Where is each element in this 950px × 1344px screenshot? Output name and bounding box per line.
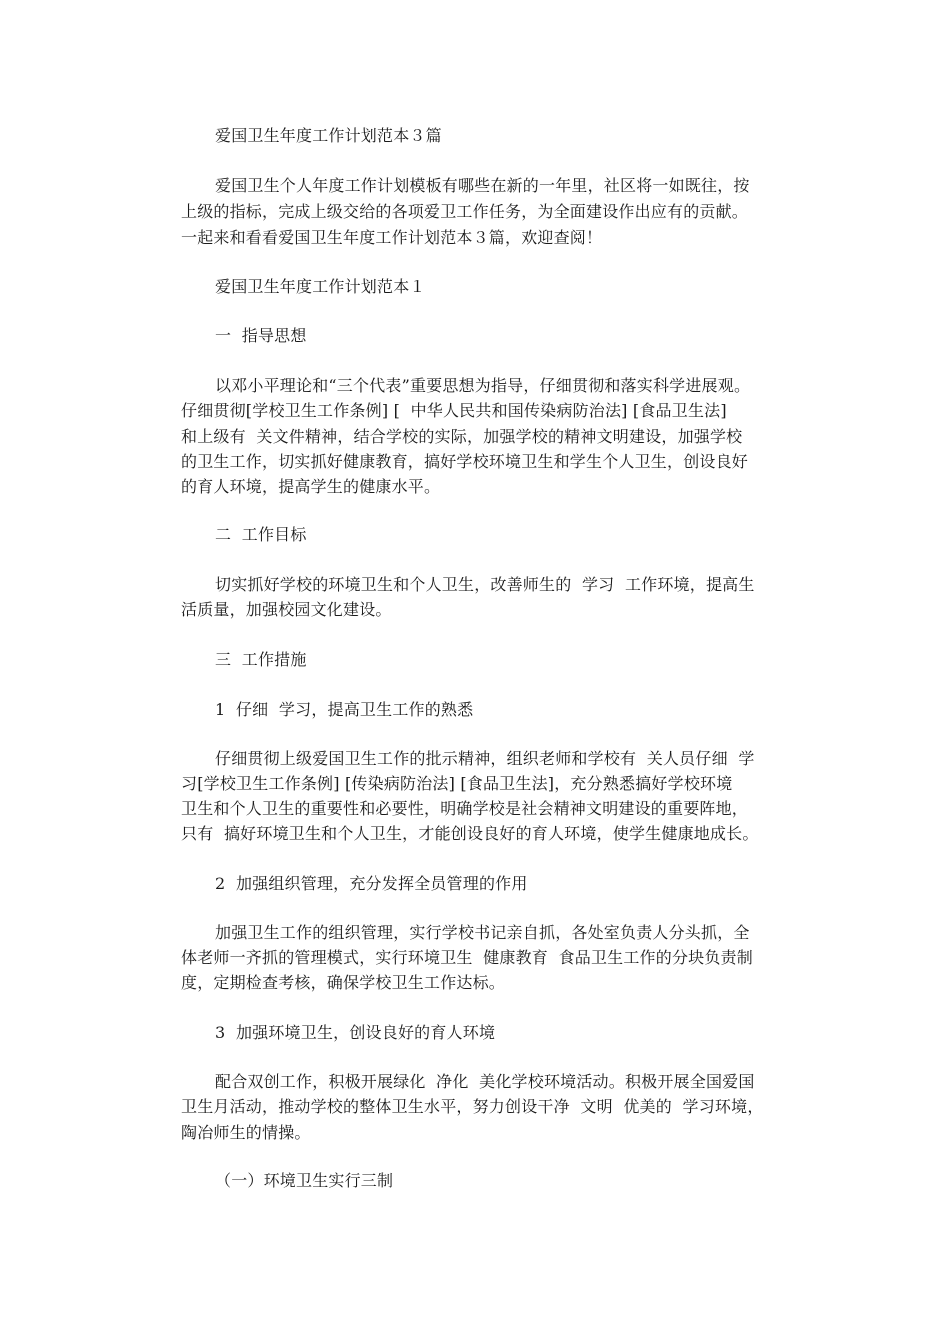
guiding-line-2: 仔细贯彻[学校卫生工作条例] [ 中华人民共和国传染病防治法] [食品卫生法] — [181, 401, 727, 420]
guiding-line-1: 以邓小平理论和“三个代表”重要思想为指导，仔细贯彻和落实科学进展观。 — [215, 376, 751, 395]
measure-2-line-2: 体老师一齐抓的管理模式，实行环境卫生 健康教育 食品卫生工作的分块负责制 — [181, 948, 753, 967]
subsection-title: （一）环境卫生实行三制 — [215, 1171, 394, 1190]
intro-line-1: 爱国卫生个人年度工作计划模板有哪些在新的一年里，社区将一如既往，按 — [215, 176, 750, 195]
measure-1-line-2: 习[学校卫生工作条例] [传染病防治法] [食品卫生法]，充分熟悉搞好学校环境 — [181, 774, 733, 793]
heading-goal: 二 工作目标 — [215, 525, 307, 544]
goal-line-2: 活质量，加强校园文化建设。 — [181, 600, 392, 619]
measure-3-line-1: 配合双创工作，积极开展绿化 净化 美化学校环境活动。积极开展全国爱国 — [215, 1072, 755, 1091]
measure-3-line-3: 陶冶师生的情操。 — [181, 1123, 311, 1142]
intro-line-3: 一起来和看看爱国卫生年度工作计划范本３篇，欢迎查阅！ — [181, 228, 603, 247]
guiding-line-5: 的育人环境，提高学生的健康水平。 — [181, 477, 441, 496]
measure-2-line-1: 加强卫生工作的组织管理，实行学校书记亲自抓，各处室负责人分头抓，全 — [215, 923, 750, 942]
measure-3-title: 3 加强环境卫生，创设良好的育人环境 — [215, 1023, 496, 1042]
heading-measures: 三 工作措施 — [215, 650, 307, 669]
goal-line-1: 切实抓好学校的环境卫生和个人卫生，改善师生的 学习 工作环境，提高生 — [215, 575, 755, 594]
guiding-line-4: 的卫生工作，切实抓好健康教育，搞好学校环境卫生和学生个人卫生，创设良好 — [181, 452, 749, 471]
measure-1-line-1: 仔细贯彻上级爱国卫生工作的批示精神，组织老师和学校有 关人员仔细 学 — [215, 749, 755, 768]
measure-2-title: 2 加强组织管理，充分发挥全员管理的作用 — [215, 874, 528, 893]
measure-3-line-2: 卫生月活动，推动学校的整体卫生水平，努力创设干净 文明 优美的 学习环境， — [181, 1097, 764, 1116]
heading-guiding: 一 指导思想 — [215, 326, 307, 345]
measure-1-title: 1 仔细 学习，提高卫生工作的熟悉 — [215, 700, 474, 719]
intro-line-2: 上级的指标，完成上级交给的各项爱卫工作任务，为全面建设作出应有的贡献。 — [181, 202, 749, 221]
measure-2-line-3: 度，定期检查考核，确保学校卫生工作达标。 — [181, 973, 506, 992]
guiding-line-3: 和上级有 关文件精神，结合学校的实际，加强学校的精神文明建设，加强学校 — [181, 427, 743, 446]
section-title: 爱国卫生年度工作计划范本１ — [215, 277, 426, 296]
measure-1-line-3: 卫生和个人卫生的重要性和必要性，明确学校是社会精神文明建设的重要阵地， — [181, 799, 749, 818]
document-title: 爱国卫生年度工作计划范本３篇 — [215, 126, 442, 145]
measure-1-line-4: 只有 搞好环境卫生和个人卫生，才能创设良好的育人环境，使学生健康地成长。 — [181, 824, 759, 843]
